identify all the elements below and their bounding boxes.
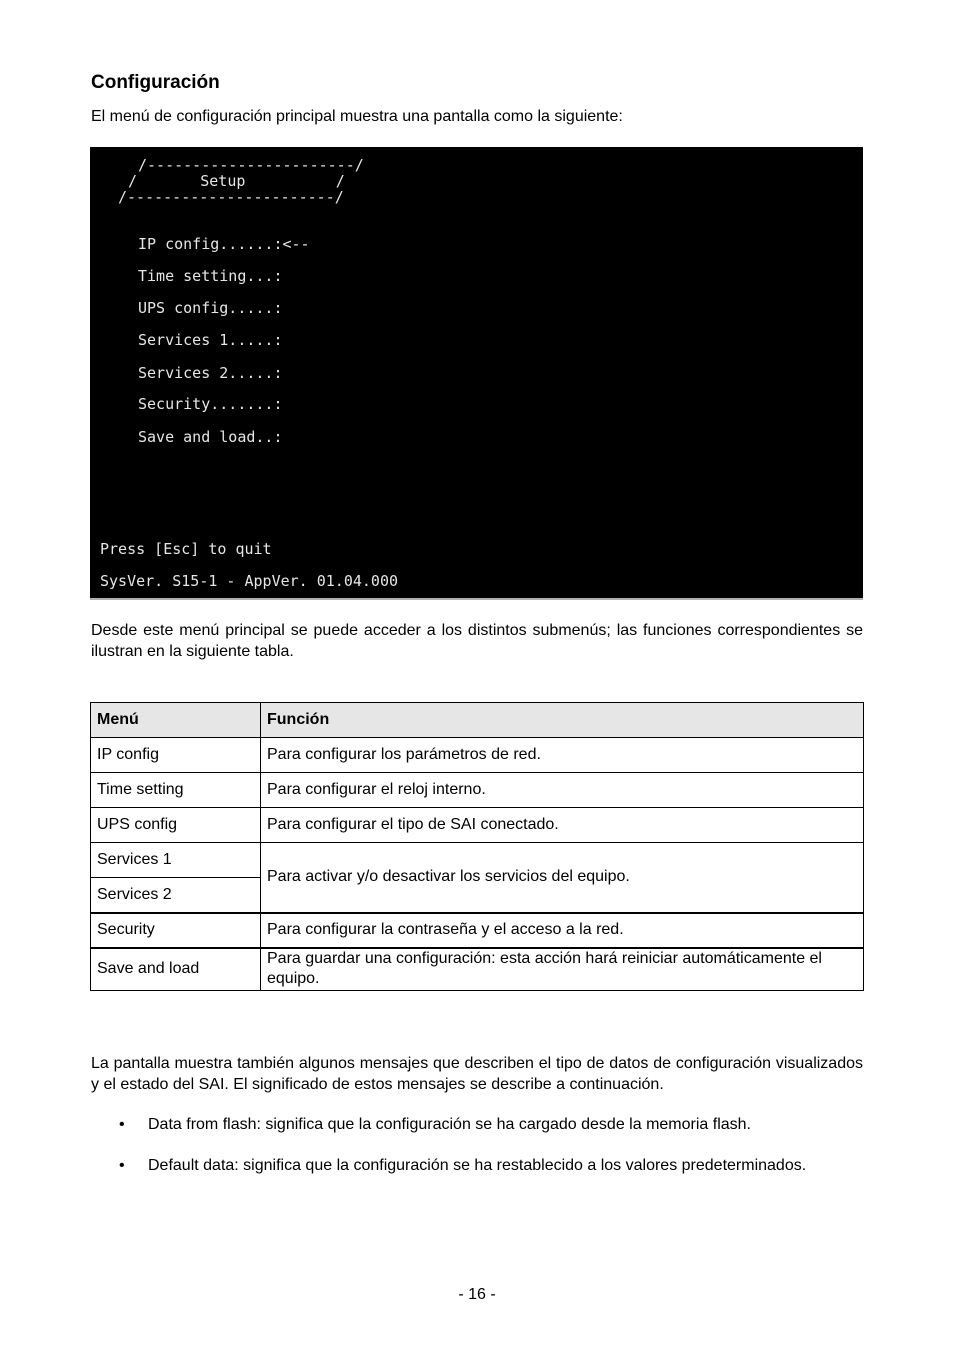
table-cell-function: Para guardar una configuración: esta acción hará reiniciar automáticamente el equipo.: [261, 948, 864, 991]
terminal-banner-bottom: /-----------------------/: [118, 188, 344, 206]
table-header-menu: Menú: [91, 703, 261, 738]
table-header-row: [91, 703, 864, 738]
bullet-item-data-from-flash: Data from flash: significa que la configuración se ha cargado desde la memoria flash.: [148, 1116, 751, 1133]
submenu-paragraph: Desde este menú principal se puede acceder a los distintos submenús; las funciones correspondientes se ilustran en la siguiente tabla.: [91, 622, 863, 660]
terminal-quit-hint: Press [Esc] to quit: [100, 540, 272, 558]
table-row: [91, 738, 864, 773]
terminal-menu-item-ups-config[interactable]: UPS config.....:: [138, 299, 283, 317]
table-cell-menu: Time setting: [91, 773, 261, 808]
page-number: - 16 -: [458, 1286, 496, 1303]
bullet-marker: •: [119, 1157, 125, 1174]
table-cell-menu: Save and load: [91, 948, 261, 991]
table-row: [91, 843, 864, 878]
setup-terminal-screen: [90, 147, 863, 600]
intro-paragraph: El menú de configuración principal muestra una pantalla como la siguiente:: [91, 108, 623, 125]
table-cell-function: Para configurar los parámetros de red.: [261, 738, 864, 773]
terminal-banner-title: / Setup /: [128, 172, 345, 190]
table-cell-menu: IP config: [91, 738, 261, 773]
table-row: [91, 773, 864, 808]
terminal-menu-item-services-2[interactable]: Services 2.....:: [138, 364, 283, 382]
menu-function-table: [90, 702, 864, 991]
terminal-menu-item-services-1[interactable]: Services 1.....:: [138, 331, 283, 349]
messages-paragraph: La pantalla muestra también algunos mensajes que describen el tipo de datos de configuración visualizados y el estado del SAI. El significado de estos mensajes se describe a continuación.: [91, 1055, 863, 1093]
terminal-version: SysVer. S15-1 - AppVer. 01.04.000: [100, 572, 399, 590]
table-cell-function: Para activar y/o desactivar los servicios del equipo.: [261, 843, 864, 913]
table-cell-function: Para configurar el reloj interno.: [261, 773, 864, 808]
table-row: [91, 808, 864, 843]
terminal-banner-top: /-----------------------/: [138, 156, 364, 174]
table-cell-menu: Services 1: [91, 843, 261, 878]
table-row: [91, 948, 864, 991]
table-cell-function: Para configurar la contraseña y el acceso a la red.: [261, 913, 864, 948]
table-row: [91, 913, 864, 948]
table-cell-function: Para configurar el tipo de SAI conectado.: [261, 808, 864, 843]
table-cell-menu: Services 2: [91, 878, 261, 913]
table-cell-menu: UPS config: [91, 808, 261, 843]
bullet-marker: •: [119, 1116, 125, 1133]
terminal-menu-item-ip-config[interactable]: IP config......:<--: [138, 235, 310, 253]
table-header-function: Función: [261, 703, 864, 738]
terminal-menu-item-security[interactable]: Security.......:: [138, 395, 283, 413]
terminal-menu-item-save-and-load[interactable]: Save and load..:: [138, 428, 283, 446]
bullet-item-default-data: Default data: significa que la configuración se ha restablecido a los valores predeterminados.: [148, 1157, 807, 1174]
terminal-menu-item-time-setting[interactable]: Time setting...:: [138, 267, 283, 285]
section-heading: Configuración: [91, 72, 220, 93]
table-cell-menu: Security: [91, 913, 261, 948]
